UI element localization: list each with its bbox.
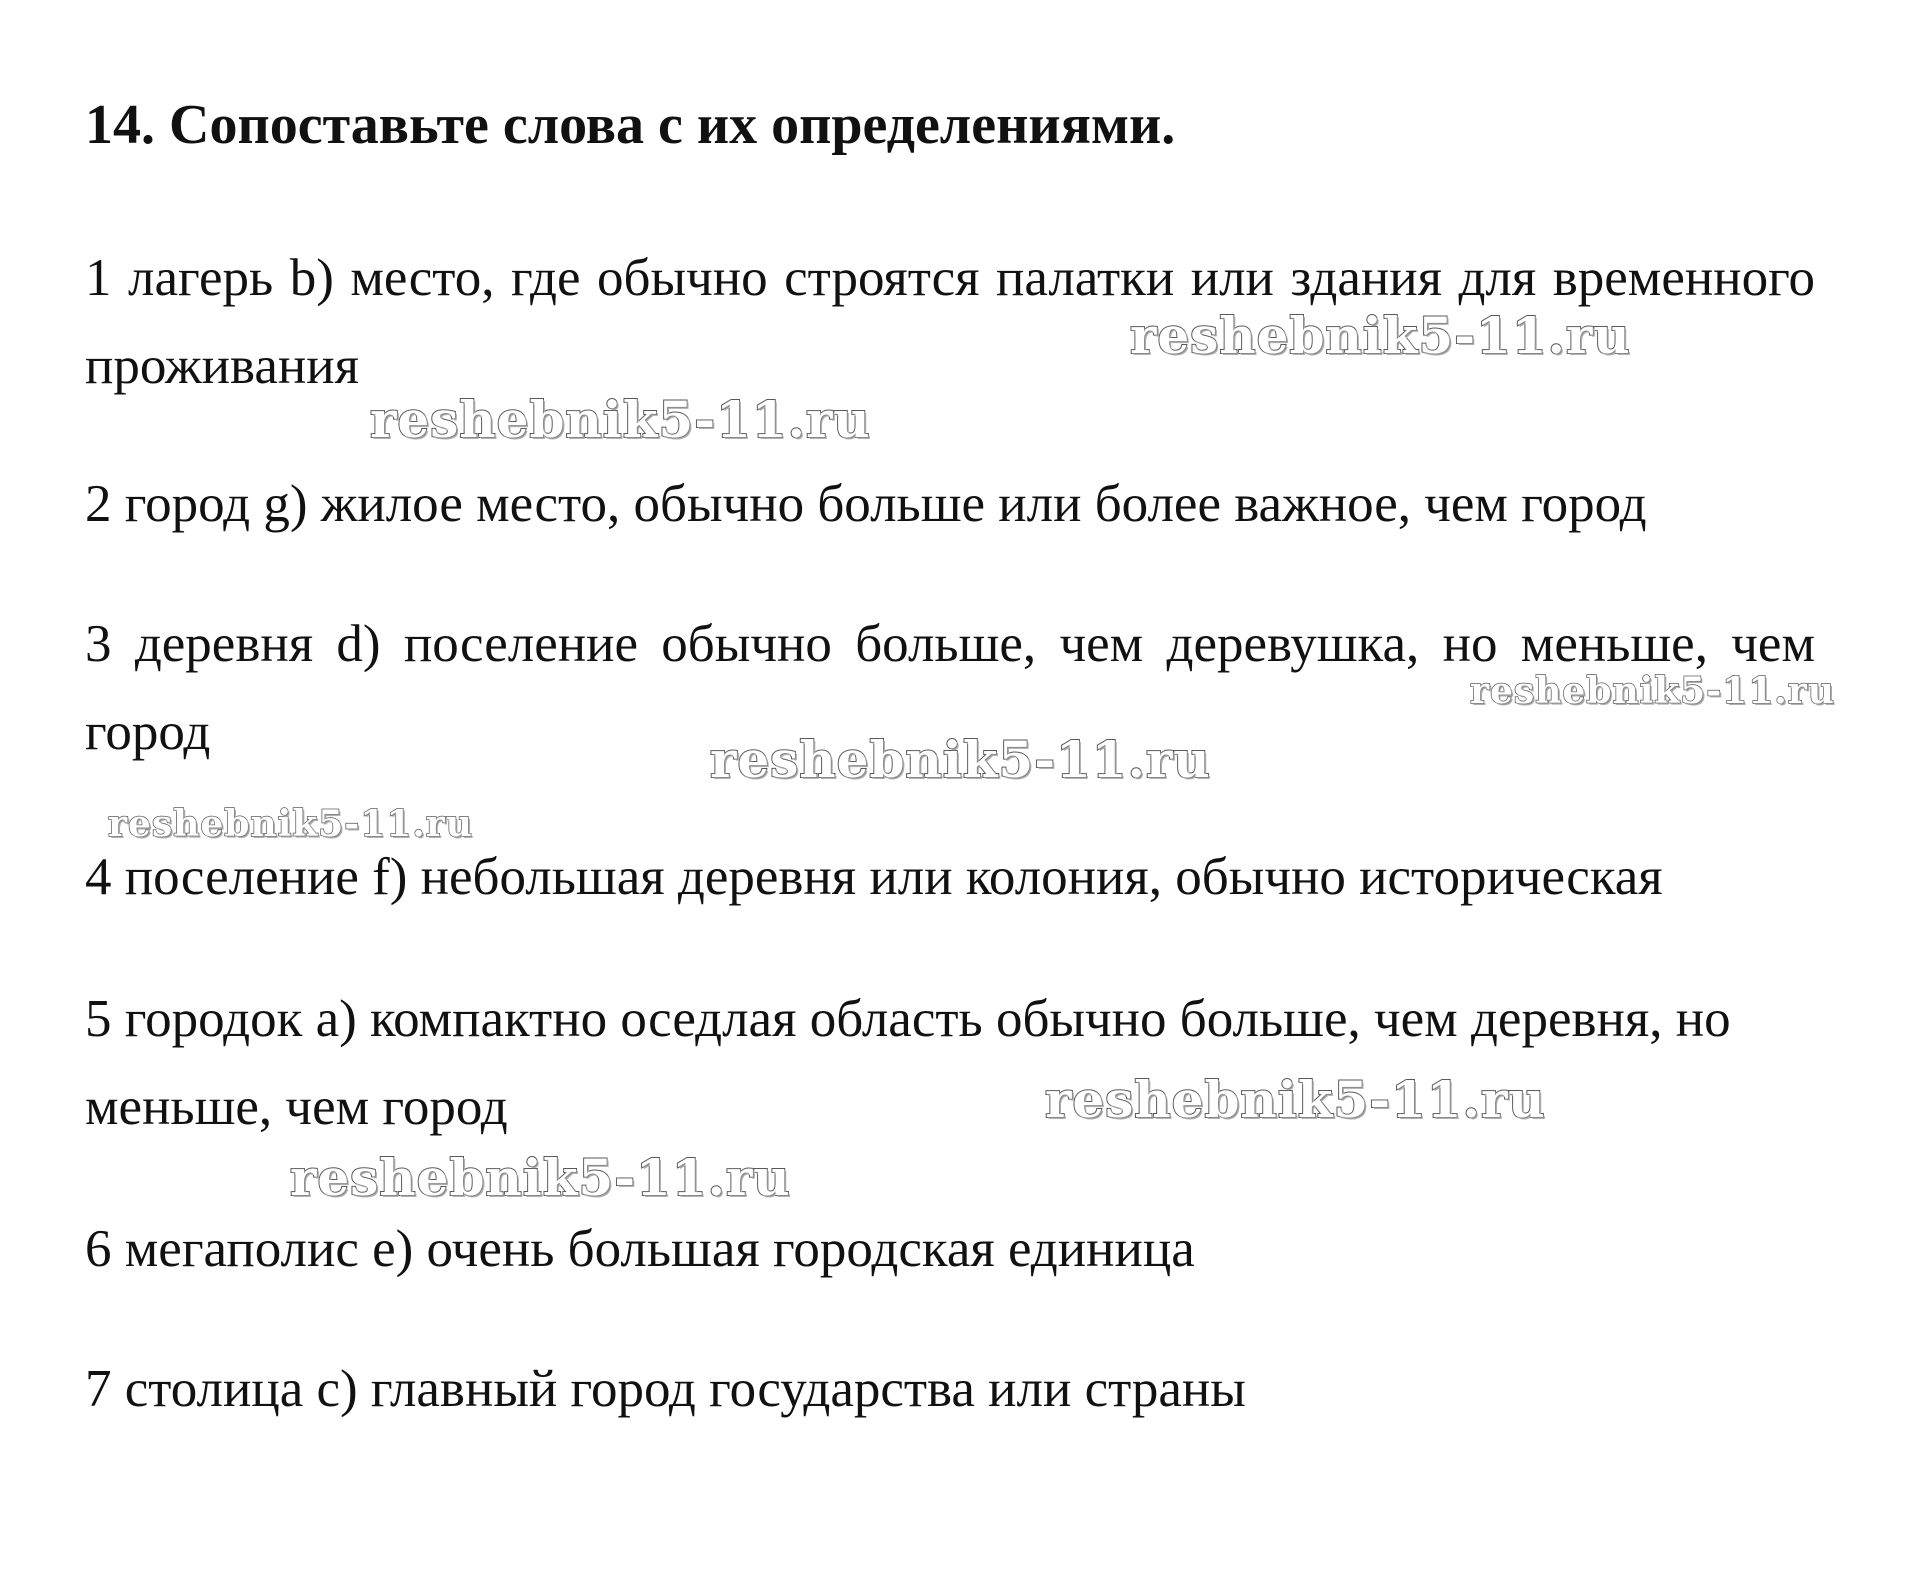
watermark-text: reshebnik5-11.ru (108, 803, 473, 845)
item-7-capital: 7 столица c) главный город государства или страны (85, 1360, 1246, 1418)
watermark-text: reshebnik5-11.ru (290, 1148, 791, 1207)
watermark-text: reshebnik5-11.ru (370, 390, 871, 449)
watermark-text: reshebnik5-11.ru (1470, 670, 1835, 712)
item-5-town: 5 городок a) компактно оседлая область обычно больше, чем деревня, но меньше, чем город (85, 990, 1731, 1136)
exercise-title: 14. Сопоставьте слова с их определениями. (85, 94, 1176, 156)
item-1-camp: 1 лагерь b) место, где обычно строятся палатки или здания для временного проживания (85, 249, 1815, 395)
item-2-city: 2 город g) жилое место, обычно больше или более важное, чем город (85, 475, 1647, 533)
item-4-settlement: 4 поселение f) небольшая деревня или колония, обычно историческая (85, 848, 1663, 906)
watermark-text: reshebnik5-11.ru (1130, 306, 1631, 365)
watermark (290, 1148, 791, 1207)
item-6-megalopolis: 6 мегаполис e) очень большая городская единица (85, 1220, 1195, 1278)
watermark-text: reshebnik5-11.ru (1045, 1070, 1546, 1129)
watermark-text: reshebnik5-11.ru (710, 730, 1211, 789)
item-3-village: 3 деревня d) поселение обычно больше, чем деревушка, но меньше, чем город (85, 615, 1815, 761)
